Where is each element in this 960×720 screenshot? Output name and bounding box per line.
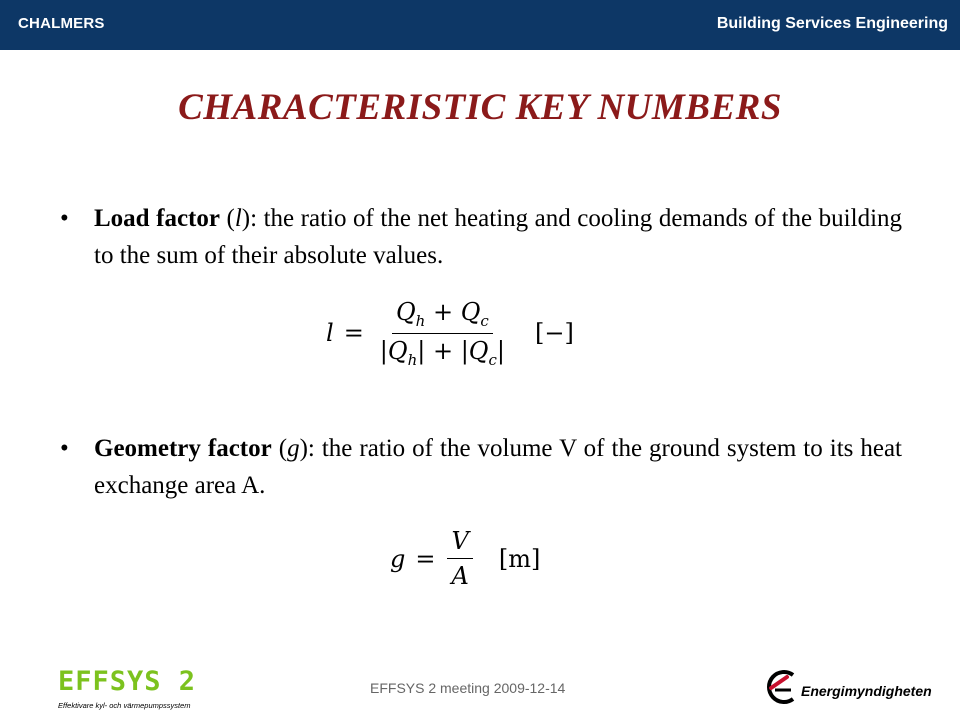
- bullet-geometry-factor: • Geometry factor (g): the ratio of the volume V of the ground system to its heat exchange area A.: [94, 430, 902, 504]
- bullet-dot: •: [60, 205, 69, 232]
- bullet-text: : the ratio of the net heating and cooling demands of the building to the sum of their absolute values.: [94, 205, 903, 269]
- slide-title: CHARACTERISTIC KEY NUMBERS: [178, 87, 782, 128]
- formula-load-factor: l = $\frac{Q_h + Q_c}{|Q_h| + |Q_c|}$ [−]: [326, 298, 574, 369]
- footer-meeting: EFFSYS 2 meeting 2009-12-14: [370, 680, 566, 696]
- energimyndigheten-text: Energimyndigheten: [801, 683, 932, 699]
- bullet-term: Load factor: [94, 205, 220, 232]
- formula-fraction: $\frac{Q_h + Q_c}{|Q_h| + |Q_c|}$: [379, 298, 505, 369]
- formula-lhs: g: [390, 544, 406, 573]
- bullet-dot: •: [60, 435, 69, 462]
- formula-numerator: V: [447, 527, 472, 559]
- header-department: Building Services Engineering: [716, 15, 948, 32]
- effsys-logo-text: EFFSYS 2: [58, 666, 197, 697]
- formula-unit: [m]: [498, 544, 541, 573]
- bullet-symbol: l: [234, 205, 242, 232]
- formula-geometry-factor: g = $\frac{V}{A}$ [m]: [390, 527, 541, 590]
- bullet-symbol: g: [287, 435, 300, 462]
- energimyndigheten-logo: [765, 665, 932, 707]
- formula-unit: [−]: [534, 319, 574, 348]
- formula-denominator: A: [451, 562, 469, 590]
- energimyndigheten-mark-icon: [765, 667, 799, 705]
- effsys-logo: [58, 668, 208, 713]
- bullet-term: Geometry factor: [94, 435, 272, 462]
- bullet-text: : the ratio of the volume V of the ground system to its heat exchange area A.: [94, 435, 902, 499]
- formula-fraction: [447, 527, 472, 590]
- header-bar: [0, 0, 960, 50]
- header-institution: CHALMERS: [18, 15, 105, 32]
- formula-lhs: l: [326, 319, 334, 348]
- bullet-load-factor: • Load factor (l): the ratio of the net heating and cooling demands of the building to the sum of their absolute values.: [94, 200, 902, 274]
- effsys-tagline: Effektivare kyl- och värmepumpssystem: [58, 701, 191, 710]
